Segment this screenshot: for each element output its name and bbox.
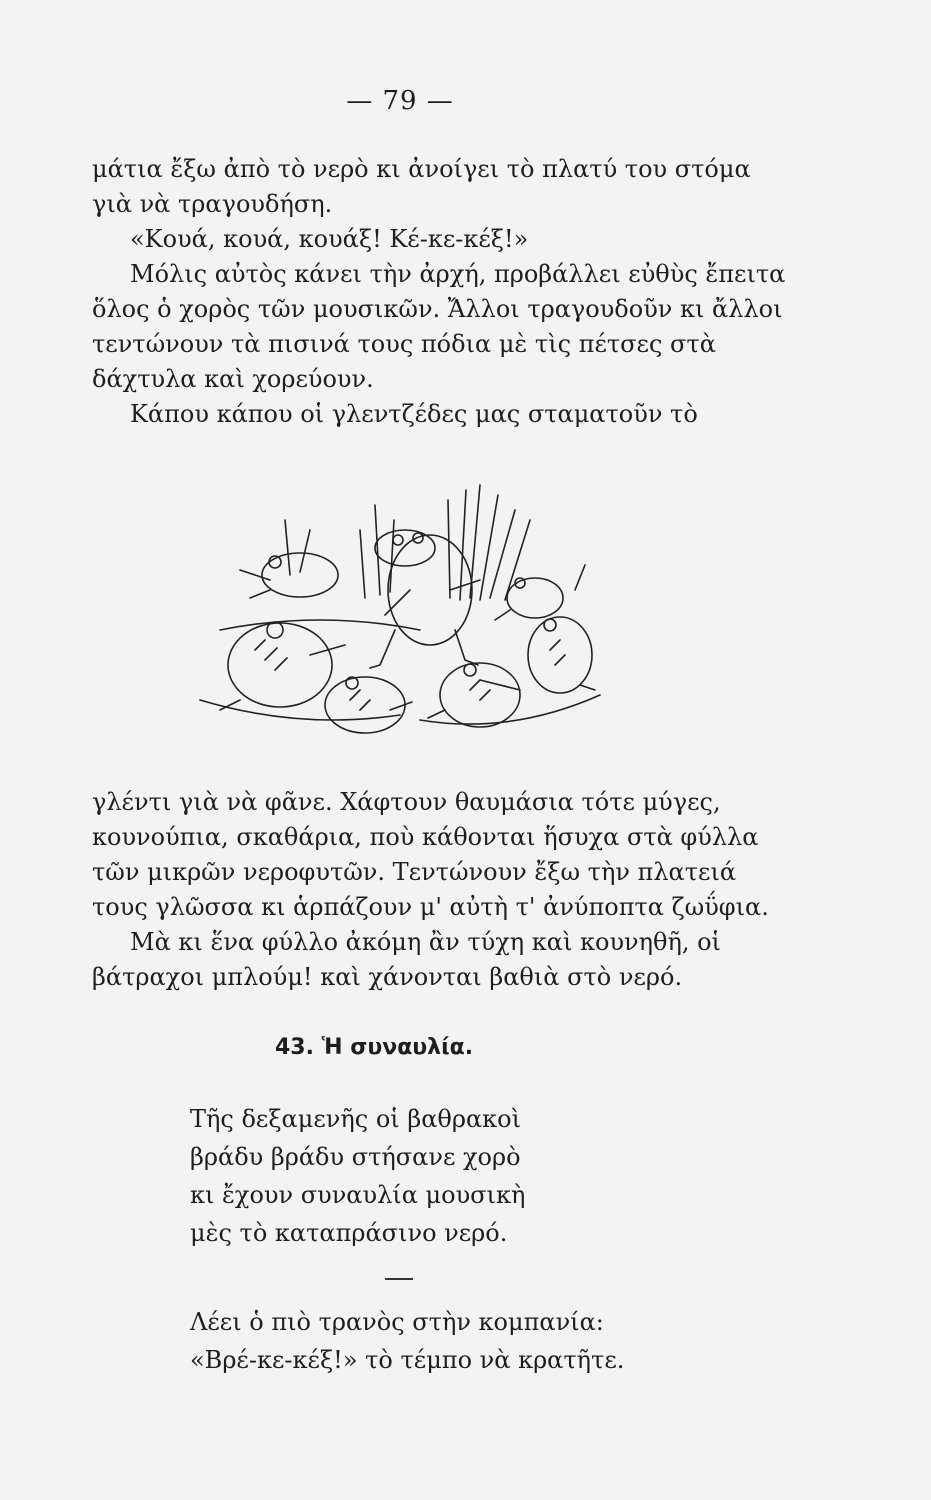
prose-block-top — [92, 152, 792, 432]
paragraph: «Κουά, κουά, κουάξ! Κέ-κε-κέξ!» — [130, 225, 529, 253]
poem-line: Τῆς δεξαμενῆς οἱ βαθρακοὶ — [190, 1105, 522, 1133]
paragraph: μάτια ἔξω ἀπὸ τὸ νερὸ κι ἀνοίγει τὸ πλατύ του στόμα γιὰ νὰ τραγουδήση. — [92, 155, 751, 218]
poem-stanza — [190, 1303, 624, 1379]
poem-line: κι ἔχουν συναυλία μουσικὴ — [190, 1181, 526, 1209]
paragraph: Κάπου κάπου οἱ γλεντζέδες μας σταματοῦν τὸ — [130, 400, 698, 428]
paragraph: Μὰ κι ἕνα φύλλο ἀκόμη ἂν τύχη καὶ κουνηθῆ, οἱ βάτραχοι μπλούμ! καὶ χάνονται βαθιὰ στὸ νερό. — [92, 928, 721, 991]
frogs-concert-illustration — [180, 480, 620, 745]
prose-block-bottom — [92, 785, 792, 995]
section-heading: 43. Ἡ συναυλία. — [275, 1035, 474, 1060]
page-number: — 79 — — [346, 86, 454, 116]
paragraph: Μόλις αὐτὸς κάνει τὴν ἀρχή, προβάλλει εὐθὺς ἔπειτα ὅλος ὁ χορὸς τῶν μουσικῶν. Ἄλλοι τραγουδοῦν κι ἄλλοι τεντώνουν τὰ πισινά τους πόδια μὲ τὶς πέτσες στὰ δάχτυλα καὶ χορεύουν. — [92, 260, 786, 393]
stanza-divider — [385, 1278, 413, 1280]
poem-line: «Βρέ-κε-κέξ!» τὸ τέμπο νὰ κρατῆτε. — [190, 1346, 625, 1374]
poem-line: βράδυ βράδυ στήσανε χορὸ — [190, 1143, 521, 1171]
poem-stanza — [190, 1100, 525, 1252]
paragraph: γλέντι γιὰ νὰ φᾶνε. Χάφτουν θαυμάσια τότε μύγες, κουνούπια, σκαθάρια, ποὺ κάθονται ἥσυχα στὰ φύλλα τῶν μικρῶν νεροφυτῶν. Τεντώνουν ἔξω τὴν πλατειά τους γλῶσσα κι ἁρπάζουν μ' αὐτὴ τ' ἀνύποπτα ζωΰφια. — [92, 788, 769, 921]
poem-line: Λέει ὁ πιὸ τρανὸς στὴν κομπανία: — [190, 1308, 604, 1336]
poem-line: μὲς τὸ καταπράσινο νερό. — [190, 1219, 508, 1247]
